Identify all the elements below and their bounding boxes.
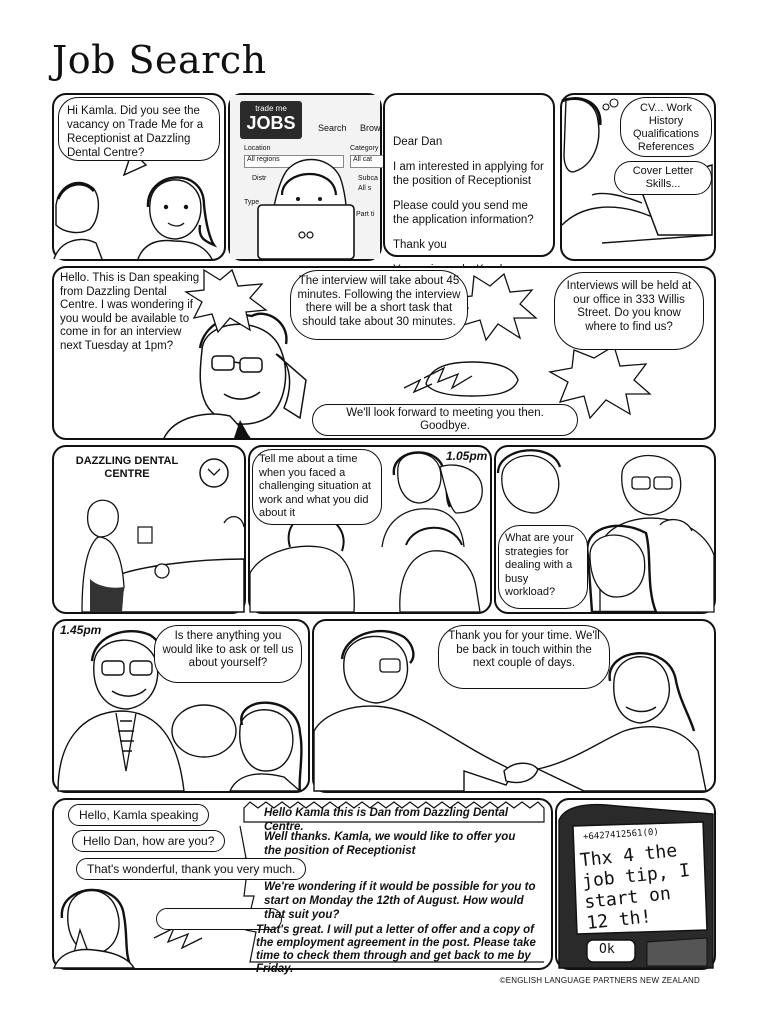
speech-dan-offer: Well thanks. Kamla, we would like to offer you the position of Receptionist bbox=[264, 831, 516, 857]
speech-dan-start-date: We're wondering if it would be possible for you to start on Monday the 12th of August. How would that suit you? bbox=[264, 881, 536, 921]
thought-bubble-cv: CV... Work History Qualifications References bbox=[620, 97, 712, 157]
speech-kamla-wonderful: That's wonderful, thank you very much. bbox=[76, 858, 306, 880]
panel-12-text-message bbox=[555, 798, 716, 970]
panel-1-friends bbox=[52, 93, 226, 261]
type-label: Type bbox=[244, 199, 260, 206]
speech-dan-greeting: Hello Kamla this is Dan from Dazzling Dental Centre. bbox=[264, 807, 509, 833]
speech-dan-letter-of-offer: That's great. I will put a letter of offer and a copy of the employment agreement in the post. Please take time to check them through and get back to me by Friday. bbox=[256, 924, 536, 975]
speech-goodbye: We'll look forward to meeting you then. Goodbye. bbox=[312, 404, 578, 436]
tab-browse: Brow bbox=[360, 123, 381, 133]
speech-challenging-situation: Tell me about a time when you faced a challenging situation at work and what you did about it bbox=[252, 449, 382, 525]
email-greeting: Dear Dan bbox=[393, 136, 443, 148]
reception-illustration bbox=[54, 447, 244, 612]
subcategory-select: All s bbox=[358, 185, 372, 192]
panel-10-handshake bbox=[312, 619, 716, 793]
panel-11-job-offer-call bbox=[52, 798, 553, 975]
trade-me-logo: trade me JOBS bbox=[240, 101, 302, 139]
speech-bubble-friend: Hi Kamla. Did you see the vacancy on Trade Me for a Receptionist at Dazzling Dental Centre? bbox=[58, 97, 220, 161]
panel-9-questions bbox=[52, 619, 310, 793]
speech-busy-workload: What are your strategies for dealing with a busy workload? bbox=[498, 525, 588, 609]
speech-dan-intro: Hello. This is Dan speaking from Dazzling Dental Centre. I was wondering if you would be available to come in for an interview next Tuesday at 1pm? bbox=[60, 272, 200, 352]
speech-kamla-hello: Hello, Kamla speaking bbox=[68, 804, 209, 826]
subcategory-label: Subca bbox=[358, 175, 378, 182]
clock-icon bbox=[200, 459, 228, 487]
speech-interview-length: The interview will take about 45 minutes. Following the interview there will be a short task that should take about 30 minutes. bbox=[290, 270, 468, 340]
panel-6-reception bbox=[52, 445, 246, 614]
speech-thank-you: Thank you for your time. We'll be back in touch within the next couple of days. bbox=[438, 625, 610, 689]
tab-search: Search bbox=[318, 123, 347, 133]
sms-sender-number: +6427412561(0) bbox=[582, 827, 660, 843]
category-select: All cat bbox=[350, 155, 384, 168]
panel-3-email bbox=[383, 93, 555, 257]
sms-message-text: Thx 4 the job tip, I start on 12 th! bbox=[578, 840, 692, 934]
timestamp-1-05pm: 1.05pm bbox=[446, 449, 488, 463]
panel-2-trade-me bbox=[228, 93, 382, 261]
timestamp-1-45pm: 1.45pm bbox=[60, 623, 102, 637]
district-label: Distr bbox=[252, 175, 267, 182]
dental-centre-sign: DAZZLING DENTAL CENTRE bbox=[75, 455, 179, 480]
bell-icon bbox=[155, 564, 169, 578]
copyright-footer: ©ENGLISH LANGUAGE PARTNERS NEW ZEALAND bbox=[499, 976, 700, 985]
location-select: All regions bbox=[244, 155, 344, 168]
woman-at-laptop-illustration bbox=[230, 95, 380, 259]
speech-kamla-how-are-you: Hello Dan, how are you? bbox=[72, 830, 225, 852]
thought-bubble-cover-letter: Cover Letter Skills... bbox=[614, 161, 712, 195]
part-time-label: Part ti bbox=[356, 211, 375, 218]
speech-office-location: Interviews will be held at our office in 333 Willis Street. Do you know where to find us? bbox=[554, 272, 704, 350]
panel-4-thinking bbox=[560, 93, 716, 261]
page-title: Job Search bbox=[52, 38, 267, 82]
category-label: Category bbox=[350, 145, 379, 152]
email-line-1: I am interested in applying for the position of Receptionist bbox=[393, 161, 544, 187]
email-line-3: Thank you bbox=[393, 239, 447, 251]
email-line-2: Please could you send me the application information? bbox=[393, 200, 534, 226]
panel-8-panel-interview bbox=[494, 445, 716, 614]
panel-7-interview bbox=[248, 445, 492, 614]
panel-5-phone-call bbox=[52, 266, 716, 440]
location-label: Location bbox=[244, 145, 271, 152]
speech-anything-to-ask: Is there anything you would like to ask or tell us about yourself? bbox=[154, 625, 302, 683]
ok-key-label: Ok bbox=[599, 942, 615, 957]
